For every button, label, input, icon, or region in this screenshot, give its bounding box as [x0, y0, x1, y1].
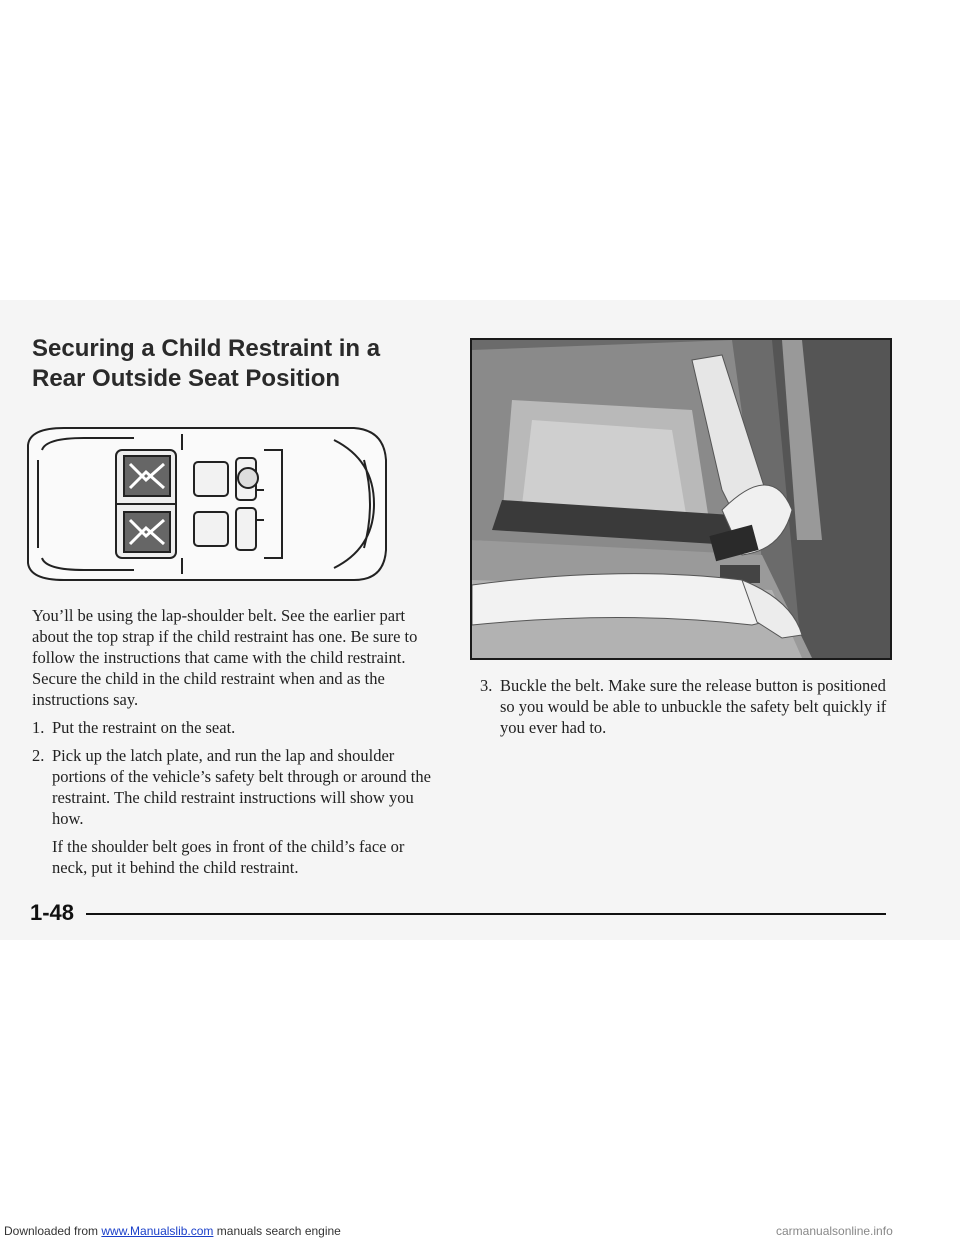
download-footer — [4, 1224, 341, 1238]
step-number: 3. — [480, 676, 493, 695]
list-item — [32, 745, 442, 829]
step-text: Buckle the belt. Make sure the release button is positioned so you would be able to unbuckle the safety belt quickly if you ever had to. — [500, 676, 887, 737]
section-title: Securing a Child Restraint in a Rear Outside Seat Position — [32, 335, 381, 392]
footer-prefix: Downloaded from — [4, 1224, 102, 1238]
buckling-belt-photo — [470, 338, 892, 660]
step-text: Put the restraint on the seat. — [52, 718, 236, 737]
footer-suffix: manuals search engine — [213, 1224, 341, 1238]
manualslib-link[interactable]: www.Manualslib.com — [101, 1224, 214, 1238]
car-seating-diagram — [24, 420, 394, 590]
page-number: 1-48 — [30, 900, 75, 925]
intro-paragraph: You’ll be using the lap-shoulder belt. See the earlier part about the top strap if the child restraint has one. Be sure to follow the instructions that came with the child restraint. Secure the child in the child restraint when and as the instructions say. — [32, 606, 418, 709]
step-text: Pick up the latch plate, and run the lap and shoulder portions of the vehicle’s safety belt through or around the restraint. The child restraint instructions will show you how. — [52, 746, 431, 828]
step-number: 2. — [32, 746, 45, 765]
step-2-note: If the shoulder belt goes in front of the child’s face or neck, put it behind the child restraint. — [52, 837, 405, 877]
right-column — [480, 675, 900, 738]
list-item — [480, 675, 900, 738]
watermark-text: carmanualsonline.info — [776, 1224, 893, 1238]
list-item — [32, 717, 442, 738]
left-column — [32, 605, 442, 878]
step-number: 1. — [32, 718, 45, 737]
footer-rule — [86, 913, 886, 915]
